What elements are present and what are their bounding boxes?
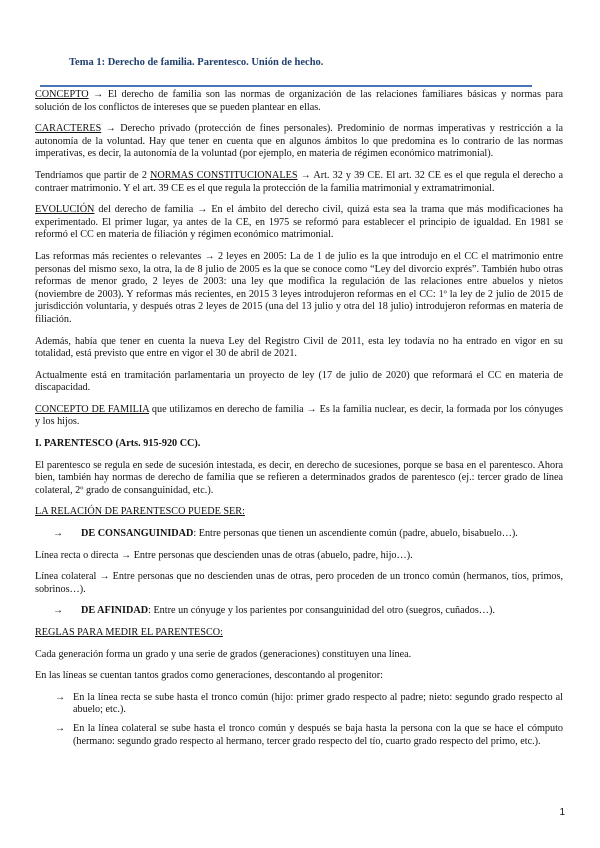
evolucion-label: EVOLUCIÓN (35, 204, 95, 216)
normas-after: → Art. 32 y 39 CE. El art. 32 CE es el que regula el derecho a contraer matrimonio. Y el art. 39 CE es el que regula la protección de la familia matrimonial y extramatrimonial. (35, 169, 563, 194)
evolucion-paragraph (35, 204, 563, 242)
tramitacion-paragraph: Actualmente está en tramitación parlamentaria un proyecto de ley (17 de julio de 2020) que reformará el CC en materia de discapacidad. (35, 369, 563, 394)
afinidad-text: : Entre un cónyuge y los parientes por consanguinidad del otro (suegros, cuñados…). (148, 605, 495, 617)
linea-colateral-paragraph: Línea colateral → Entre personas que no descienden unas de otras, pero proceden de un tronco común (hermanos, tíos, primos, sobrinos…). (35, 571, 563, 595)
linea-recta-paragraph: Línea recta o directa → Entre personas que descienden unas de otras (abuelo, padre, hijo…). (35, 549, 413, 561)
relacion-heading: LA RELACIÓN DE PARENTESCO PUEDE SER: (35, 506, 245, 518)
concepto-familia-paragraph (35, 404, 563, 429)
concepto-text: → El derecho de familia son las normas de organización de las relaciones familiares básicas y normas para solución de los conflictos de intereses que se pueden plantear en ellas. (35, 89, 563, 113)
concepto-familia-label: CONCEPTO DE FAMILIA (35, 403, 150, 415)
consanguinidad-item (35, 528, 563, 541)
list-item (55, 723, 563, 748)
reglas-paragraph-1: Cada generación forma un grado y una serie de grados (generaciones) constituyen una línea. (35, 648, 412, 660)
parentesco-heading: I. PARENTESCO (Arts. 915-920 CC). (35, 438, 201, 450)
parentesco-paragraph: El parentesco se regula en sede de sucesión intestada, es decir, en derecho de sucesiones, porque se basa en el parentesco. Ahora bien, también hay normas de derecho de familia que se refieren a determinados grados de parentesco (ej.: tercer grado de línea colateral, 2º grado de consanguinidad, etc.). (35, 459, 563, 496)
caracteres-text: → Derecho privado (protección de fines personales). Predominio de normas imperativas y restricción a la autonomía de la voluntad. Hay que tener en cuenta que en algunos ámbitos lo que predomina es lo contrario de las normas imperativas, es decir, la autonomía de la voluntad (por ejemplo, en materia de régimen económico matrimonial). (35, 123, 563, 160)
normas-label: NORMAS CONSTITUCIONALES (150, 169, 298, 181)
afinidad-label: DE AFINIDAD (81, 605, 149, 617)
caracteres-paragraph (35, 123, 563, 161)
normas-before: Tendríamos que partir de 2 (35, 169, 151, 181)
afinidad-item (35, 605, 563, 618)
list-item-text: En la línea colateral se sube hasta el tronco común y después se baja hasta la persona con la que se hace el cómputo (hermano: segundo grado respecto al hermano, tercer grado respecto del tío, cuarto grado respecto del primo, etc.). (73, 722, 563, 747)
concepto-label: CONCEPTO (35, 89, 89, 100)
document-title: Tema 1: Derecho de familia. Parentesco. Unión de hecho. (69, 57, 324, 68)
arrow-icon: → (55, 722, 66, 734)
evolucion-text: del derecho de familia → En el ámbito del derecho civil, quizá esta sea la trama que más modificaciones ha experimentado. El primer lugar, ya antes de la CE, en 1975 se reformó para establecer el principio de igualdad. En 1981 se reformó el CC en materia de filiación y régimen económico matrimonial. (35, 204, 563, 241)
normas-paragraph (35, 170, 563, 195)
reglas-heading: REGLAS PARA MEDIR EL PARENTESCO: (35, 627, 223, 638)
list-item-text: En la línea recta se sube hasta el tronco común (hijo: primer grado respecto al padre; nieto: segundo grado respecto al abuelo; etc.). (73, 691, 563, 716)
reglas-paragraph-2: En las líneas se cuentan tantos grados como generaciones, descontando al progenitor: (35, 670, 383, 682)
concepto-paragraph (35, 89, 563, 114)
reformas-paragraph: Las reformas más recientes o relevantes → 2 leyes en 2005: La de 1 de julio es la que introdujo en el CC el matrimonio entre personas del mismo sexo, la otra, la de 8 julio de 2005 es la que se conoce como “Ley del divorcio exprés”. También hubo otras reformas de menor grado, 2 leyes de 2003: una ley que modifica la regulación de las relaciones entre abuelos y nietos (noviembre de 2003). Y reformas más recientes, en 2015 3 leyes introdujeron reformas en el CC: 1º la ley de 2 julio de 2015 de jurisdicción voluntaria, y después otras 2 leyes de 2015 (una del 13 julio y otra del 18 julio) introdujeron reformas en materia de filiación. (35, 250, 563, 325)
caracteres-label: CARACTERES (35, 123, 102, 135)
concepto-familia-text: que utilizamos en derecho de familia → Es la familia nuclear, es decir, la formada por los cónyuges y los hijos. (35, 403, 563, 428)
arrow-icon: → (53, 605, 64, 617)
consanguinidad-text: : Entre personas que tienen un ascendiente común (padre, abuelo, bisabuelo…). (193, 528, 518, 540)
page-number: 1 (559, 807, 565, 818)
title-underline (40, 85, 532, 87)
list-item (55, 692, 563, 717)
registro-paragraph: Además, había que tener en cuenta la nueva Ley del Registro Civil de 2011, esta ley todavía no ha entrado en vigor en su totalidad, está previsto que entre en vigor el 30 de abril de 2021. (35, 335, 563, 360)
arrow-icon: → (55, 691, 66, 703)
arrow-icon: → (53, 528, 64, 540)
consanguinidad-label: DE CONSANGUINIDAD (81, 528, 194, 540)
reglas-list (35, 692, 563, 748)
document-body (35, 89, 563, 754)
